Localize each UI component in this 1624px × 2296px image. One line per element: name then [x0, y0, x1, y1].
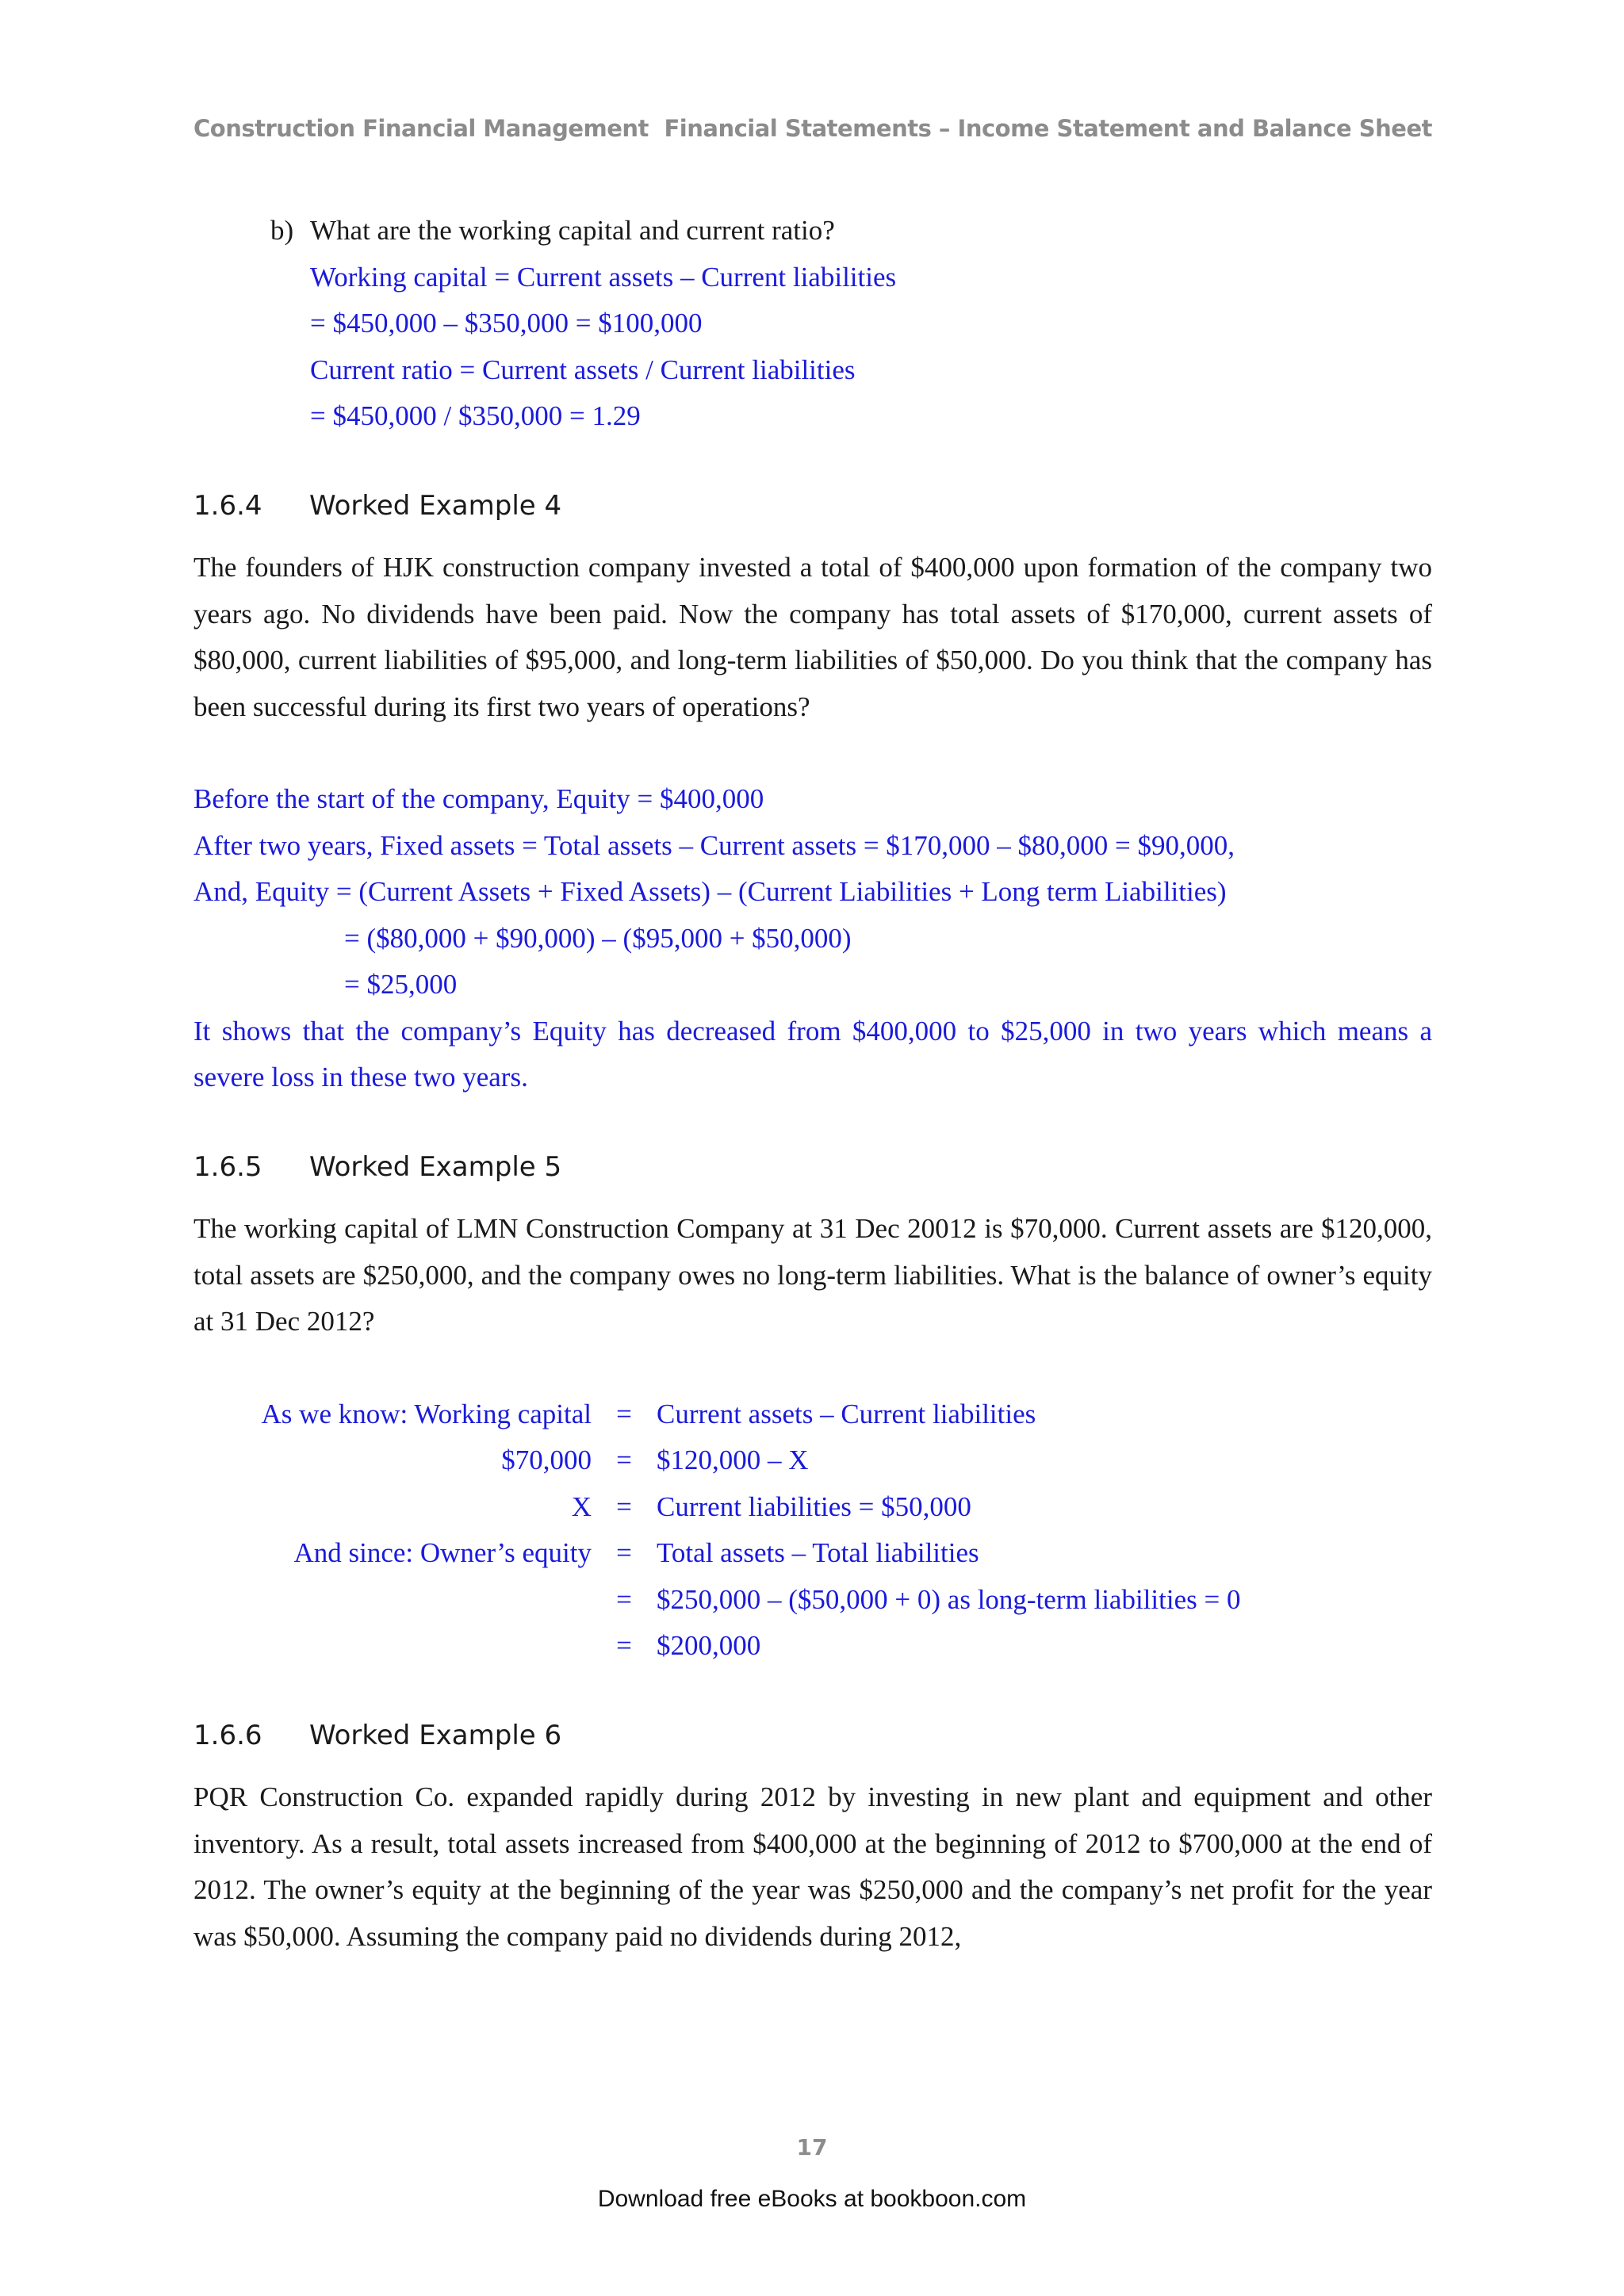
equation-row [211, 1484, 1240, 1531]
question-b-text: What are the working capital and current ratio? [310, 215, 835, 246]
equation-left [211, 1577, 592, 1624]
equation-right: Total assets – Total liabilities [657, 1537, 979, 1568]
equation-right: $200,000 [657, 1630, 761, 1661]
example-4-solution-line-5: = $25,000 [344, 969, 458, 1000]
question-b [193, 208, 1432, 254]
example-4-solution-line-1: Before the start of the company, Equity = $400,000 [193, 783, 764, 814]
section-heading-example-5 [193, 1144, 1432, 1191]
example-4-solution-line-2: After two years, Fixed assets = Total assets – Current assets = $170,000 – $80,000 = $90,000, [193, 829, 1235, 861]
equation-row [211, 1437, 1240, 1484]
equation-row [211, 1391, 1240, 1438]
section-number: 1.6.5 [193, 1150, 262, 1183]
equation-sign: = [616, 1445, 632, 1475]
equation-sign: = [616, 1537, 632, 1568]
section-number: 1.6.6 [193, 1719, 262, 1751]
equation-sign: = [616, 1398, 632, 1429]
example-4-solution-line-4: = ($80,000 + $90,000) – ($95,000 + $50,000) [344, 922, 852, 954]
equation-row [211, 1577, 1240, 1624]
equation-left [211, 1623, 592, 1670]
answer-b-line-4: = $450,000 / $350,000 = 1.29 [310, 400, 641, 431]
page-content [193, 208, 1432, 1960]
equation-left: $70,000 [501, 1445, 592, 1475]
equation-left: X [571, 1490, 592, 1522]
header-book-title: Construction Financial Management [193, 115, 649, 142]
footer-link[interactable]: Download free eBooks at bookboon.com [597, 2186, 1027, 2212]
section-heading-example-6 [193, 1712, 1432, 1759]
section-heading-example-4 [193, 483, 1432, 530]
example-4-conclusion: It shows that the company’s Equity has decreased from $400,000 to $25,000 in two years which means a severe loss in these two years. [193, 1015, 1432, 1093]
section-title: Worked Example 6 [309, 1719, 562, 1751]
equation-right: $120,000 – X [657, 1445, 809, 1475]
section-number: 1.6.4 [193, 489, 262, 522]
example-5-paragraph: The working capital of LMN Construction Company at 31 Dec 20012 is $70,000. Current assets are $120,000, total assets are $250,000, and the company owes no long-term liabilities. What is the balance of owner’s equity at 31 Dec 2012? [193, 1213, 1432, 1337]
page-number: 17 [796, 2134, 828, 2160]
equation-right: Current assets – Current liabilities [657, 1398, 1036, 1429]
equation-row [211, 1623, 1240, 1670]
section-title: Worked Example 5 [309, 1150, 562, 1183]
example-4-solution-line-3: And, Equity = (Current Assets + Fixed Assets) – (Current Liabilities + Long term Liabilities) [193, 876, 1227, 907]
answer-b-line-3: Current ratio = Current assets / Current liabilities [310, 354, 856, 385]
header-chapter-title: Financial Statements – Income Statement and Balance Sheet [664, 115, 1432, 142]
equation-sign: = [616, 1630, 632, 1661]
example-6-paragraph: PQR Construction Co. expanded rapidly during 2012 by investing in new plant and equipment and other inventory. As a result, total assets increased from $400,000 at the beginning of 2012 to $700,000 at the end of 2012. The owner’s equity at the beginning of the year was $250,000 and the company’s net profit for the year was $50,000. Assuming the company paid no dividends during 2012, [193, 1781, 1432, 1952]
example-4-paragraph: The founders of HJK construction company invested a total of $400,000 upon formation of the company two years ago. No dividends have been paid. Now the company has total assets of $170,000, current assets of $80,000, current liabilities of $95,000, and long-term liabilities of $50,000. Do you think that the company has been successful during its first two years of operations? [193, 552, 1432, 722]
running-header [193, 115, 1432, 142]
answer-b-line-2: = $450,000 – $350,000 = $100,000 [310, 308, 703, 339]
equation-left: As we know: Working capital [261, 1398, 592, 1429]
example-5-equations [211, 1391, 1240, 1670]
equation-right: Current liabilities = $50,000 [657, 1490, 971, 1522]
equation-sign: = [616, 1583, 632, 1615]
equation-sign: = [616, 1490, 632, 1522]
answer-b-line-1: Working capital = Current assets – Current liabilities [310, 261, 897, 293]
section-title: Worked Example 4 [309, 489, 562, 522]
equation-row [211, 1530, 1240, 1577]
equation-left: And since: Owner’s equity [293, 1537, 592, 1568]
equation-right: $250,000 – ($50,000 + 0) as long-term liabilities = 0 [657, 1583, 1241, 1615]
question-b-label: b) [270, 215, 294, 246]
